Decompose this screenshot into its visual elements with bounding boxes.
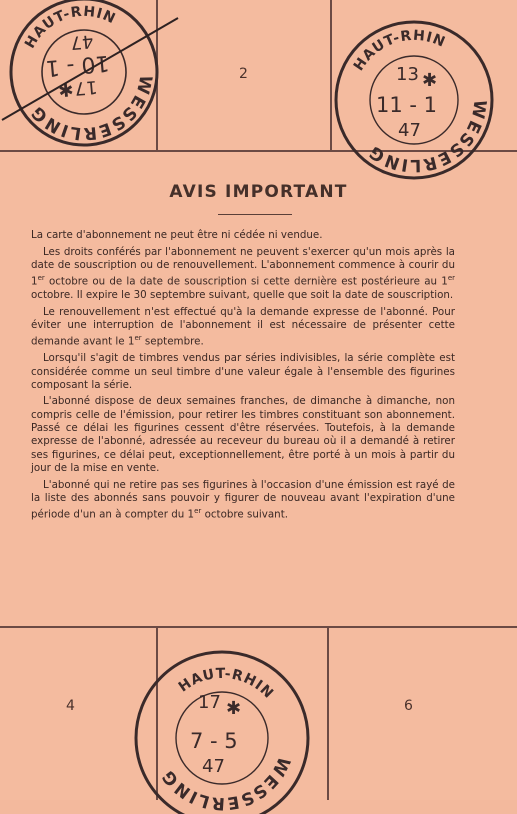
bottom-cell-divider-right [327, 626, 329, 800]
notice-paragraph: La carte d'abonnement ne peut être ni cédée ni vendue. [31, 229, 323, 241]
postmark-date: 11 - 1 [376, 93, 438, 117]
postmark-day: 13 [396, 64, 419, 85]
postmark-date: 10 - 1 [44, 49, 111, 81]
svg-text:✱: ✱ [226, 698, 242, 719]
postmark-day: 17 [198, 692, 221, 713]
postmark-town: WESSERLING [26, 73, 156, 144]
postmark-town: WESSERLING [364, 98, 490, 176]
notice-paragraph: L'abonné qui ne retire pas ses figurines à l'occasion d'une émission est rayé de la liste des abonnés sans pouvoir y figurer de nouveau avant l'expiration d'une période d'un an à compter du 1er octobre suivant. [31, 478, 455, 521]
postmark-date: 7 - 5 [190, 729, 238, 753]
notice-paragraph: Le renouvellement n'est effectué qu'à la demande expresse de l'abonné. Pour éviter une interruption de l'abonnement il est nécessaire de présenter cette demande avant le 1er septembre. [31, 305, 455, 348]
notice-paragraph: Les droits conférés par l'abonnement ne peuvent s'exercer qu'un mois après la date de souscription ou de renouvellement. L'abonnement commence à courir du 1er octobre ou de la date de souscription si cette dernière est postérieure au 1er octobre. Il expire le 30 septembre suivant, quelle que soit la date de souscription. [31, 245, 455, 301]
svg-text:✱: ✱ [57, 78, 75, 101]
postmark-day: 17 [73, 75, 99, 99]
postmark-town: WESSERLING [157, 753, 294, 814]
title-underline [218, 214, 292, 215]
postmark-dept: HAUT-RHIN [22, 3, 119, 52]
postmark-year: 47 [202, 756, 225, 777]
postmark-year: 47 [69, 30, 95, 54]
notice-paragraph: L'abonné dispose de deux semaines franches, de dimanche à dimanche, non compris celle de l'émission, pour retirer les timbres constituant son abonnement. Passé ce délai les figurines cessent d'être réservées. Toutefois, à la demande expresse de l'abonné, adressée au receveur du bureau où il a demandé à retirer ses figurines, ce délai peut, exceptionnellement, être porté à un mois à partir du jour de la mise en vente. [31, 395, 455, 475]
svg-text:HAUT-RHIN [19, 1, 121, 53]
cell-number-6: 6 [404, 698, 413, 714]
cell-number-2: 2 [239, 66, 248, 82]
bottom-divider [0, 626, 517, 628]
notice-paragraph: Lorsqu'il s'agit de timbres vendus par séries indivisibles, la série complète est considérée comme un seul timbre d'une valeur égale à l'ensemble des figurines composant la série. [31, 352, 455, 391]
postmark-dept: HAUT-RHIN [350, 27, 448, 74]
svg-text:✱: ✱ [422, 70, 438, 91]
postmark-dept: HAUT-RHIN [175, 665, 277, 703]
notice-body [31, 229, 455, 525]
postmark-bottom [132, 640, 312, 814]
postmark-top-left [0, 0, 180, 154]
postmark-year: 47 [398, 120, 421, 141]
postmark-top-right [326, 10, 506, 194]
cell-number-4: 4 [66, 698, 75, 714]
notice-title: AVIS IMPORTANT [169, 182, 348, 202]
